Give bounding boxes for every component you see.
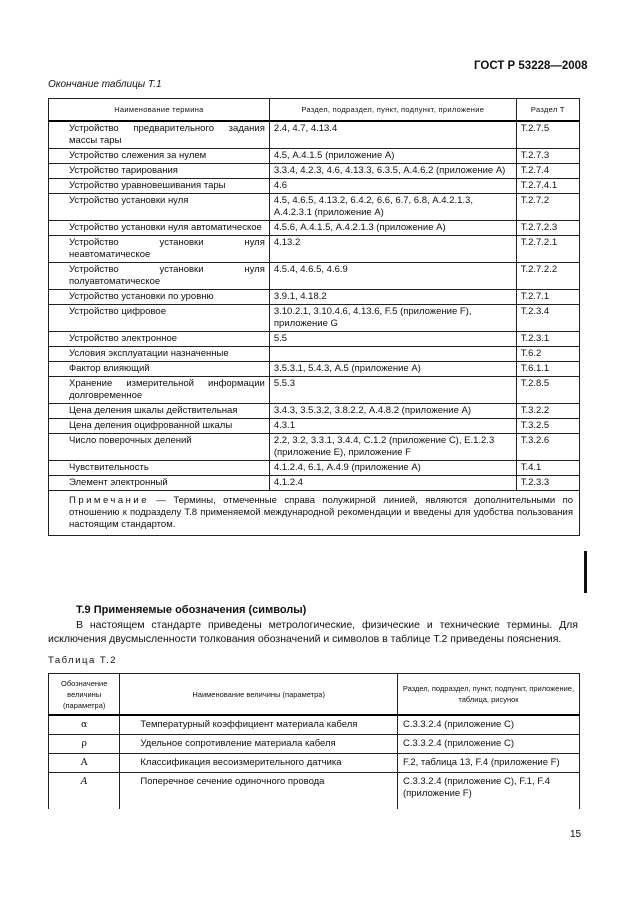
section-cell: 4.6 bbox=[269, 179, 516, 194]
t-section-cell: Т.3.2.6 bbox=[516, 434, 579, 461]
t-section-cell: Т.2.7.2 bbox=[516, 194, 579, 221]
section-cell: 3.9.1, 4.18.2 bbox=[269, 290, 516, 305]
section-paragraph: В настоящем стандарте приведены метрологические, физические и технические термины. Для исключения двусмысленности толкования обозначений и символов в таблице Т.2 приведены пояснения. bbox=[48, 619, 578, 645]
table-row bbox=[49, 476, 580, 491]
table-row bbox=[49, 419, 580, 434]
table-row bbox=[49, 164, 580, 179]
term-cell: Хранение измерительной информации долговременное bbox=[49, 377, 270, 404]
term-cell: Чувствительность bbox=[49, 461, 270, 476]
t-section-cell: Т.2.3.3 bbox=[516, 476, 579, 491]
quantity-name-cell: Температурный коэффициент материала кабеля bbox=[120, 715, 398, 735]
term-cell: Устройство электронное bbox=[49, 332, 270, 347]
section-cell: 4.3.1 bbox=[269, 419, 516, 434]
section-cell: 4.1.2.4, 6.1, А.4.9 (приложение А) bbox=[269, 461, 516, 476]
table-row bbox=[49, 194, 580, 221]
table2-header-name: Наименование величины (параметра) bbox=[120, 674, 398, 716]
table2-header-ref: Раздел, подраздел, пункт, подпункт, приложение, таблица, рисунок bbox=[397, 674, 579, 716]
table-row bbox=[49, 149, 580, 164]
term-cell: Устройство тарирования bbox=[49, 164, 270, 179]
table-row bbox=[49, 332, 580, 347]
table-row bbox=[49, 773, 580, 810]
term-cell: Устройство цифровое bbox=[49, 305, 270, 332]
table1-header-term: Наименование термина bbox=[49, 99, 270, 122]
reference-cell: С.3.3.2.4 (приложение С) bbox=[397, 735, 579, 754]
t-section-cell: Т.2.7.2.3 bbox=[516, 221, 579, 236]
table-row bbox=[49, 347, 580, 362]
quantity-name-cell: Классификация весоизмерительного датчика bbox=[120, 754, 398, 773]
note-label: Примечание bbox=[69, 495, 149, 506]
t-section-cell: Т.6.1.1 bbox=[516, 362, 579, 377]
section-cell: 4.5, А.4.1.5 (приложение А) bbox=[269, 149, 516, 164]
t-section-cell: Т.6.2 bbox=[516, 347, 579, 362]
symbol-cell: α bbox=[49, 715, 120, 735]
t-section-cell: Т.2.7.3 bbox=[516, 149, 579, 164]
term-cell: Устройство слежения за нулем bbox=[49, 149, 270, 164]
section-cell bbox=[269, 347, 516, 362]
table-row bbox=[49, 715, 580, 735]
term-cell: Устройство установки нуля полуавтоматическое bbox=[49, 263, 270, 290]
reference-cell: F.2, таблица 13, F.4 (приложение F) bbox=[397, 754, 579, 773]
table-row bbox=[49, 179, 580, 194]
term-cell: Устройство установки по уровню bbox=[49, 290, 270, 305]
section-cell: 5.5 bbox=[269, 332, 516, 347]
term-cell: Элемент электронный bbox=[49, 476, 270, 491]
t-section-cell: Т.2.3.1 bbox=[516, 332, 579, 347]
section-cell: 2.2, 3.2, 3.3.1, 3.4.4, C.1.2 (приложение С), Е.1.2.3 (приложение Е), приложение F bbox=[269, 434, 516, 461]
t-section-cell: Т.2.7.1 bbox=[516, 290, 579, 305]
table-row bbox=[49, 236, 580, 263]
quantity-name-cell: Удельное сопротивление материала кабеля bbox=[120, 735, 398, 754]
table2-caption: Таблица Т.2 bbox=[48, 655, 118, 666]
term-cell: Устройство установки нуля bbox=[49, 194, 270, 221]
table-row bbox=[49, 377, 580, 404]
section-cell: 4.5.6, А.4.1.5, А.4.2.1.3 (приложение А) bbox=[269, 221, 516, 236]
reference-cell: С.3.3.2.4 (приложение С) bbox=[397, 715, 579, 735]
t-section-cell: Т.3.2.5 bbox=[516, 419, 579, 434]
term-cell: Условия эксплуатации назначенные bbox=[49, 347, 270, 362]
section-cell: 3.10.2.1, 3.10.4.6, 4.13.6, F.5 (приложение F), приложение G bbox=[269, 305, 516, 332]
section-cell: 4.5, 4.6.5, 4.13.2, 6.4.2, 6.6, 6.7, 6.8, А.4.2.1.3, А.4.2.3.1 (приложение А) bbox=[269, 194, 516, 221]
symbol-cell: A bbox=[49, 773, 120, 810]
t-section-cell: Т.4.1 bbox=[516, 461, 579, 476]
terms-table bbox=[48, 98, 580, 536]
t-section-cell: Т.2.8.5 bbox=[516, 377, 579, 404]
section-cell: 3.4.3, 3.5.3.2, 3.8.2.2, А.4.8.2 (приложение А) bbox=[269, 404, 516, 419]
table1-header-section: Раздел, подраздел, пункт, подпункт, приложение bbox=[269, 99, 516, 122]
table-row bbox=[49, 404, 580, 419]
term-cell: Число поверочных делений bbox=[49, 434, 270, 461]
page-number: 15 bbox=[570, 829, 582, 840]
table-row bbox=[49, 263, 580, 290]
section-cell: 3.5.3.1, 5.4.3, А.5 (приложение А) bbox=[269, 362, 516, 377]
table-row bbox=[49, 754, 580, 773]
table1-header-t: Раздел Т bbox=[516, 99, 579, 122]
table-row bbox=[49, 362, 580, 377]
t-section-cell: Т.2.7.2.1 bbox=[516, 236, 579, 263]
t-section-cell: Т.2.7.4.1 bbox=[516, 179, 579, 194]
table-row bbox=[49, 434, 580, 461]
table2-header-symbol: Обозначение величины (параметра) bbox=[49, 674, 120, 716]
symbol-cell: ρ bbox=[49, 735, 120, 754]
table-note-row bbox=[49, 491, 580, 536]
table-row bbox=[49, 305, 580, 332]
section-cell: 5.5.3 bbox=[269, 377, 516, 404]
section-cell: 2.4, 4.7, 4.13.4 bbox=[269, 121, 516, 149]
section-cell: 4.5.4, 4.6.5, 4.6.9 bbox=[269, 263, 516, 290]
section-cell: 3.3.4, 4.2.3, 4.6, 4.13.3, 6.3.5, А.4.6.2 (приложение А) bbox=[269, 164, 516, 179]
t-section-cell: Т.2.7.4 bbox=[516, 164, 579, 179]
table-note bbox=[49, 491, 580, 536]
bold-margin-line bbox=[584, 551, 587, 593]
table-row bbox=[49, 290, 580, 305]
table-row bbox=[49, 221, 580, 236]
t-section-cell: Т.2.7.5 bbox=[516, 121, 579, 149]
reference-cell: С.3.3.2.4 (приложение С), F.1, F.4 (приложение F) bbox=[397, 773, 579, 810]
term-cell: Устройство установки нуля автоматическое bbox=[49, 221, 270, 236]
term-cell: Фактор влияющий bbox=[49, 362, 270, 377]
table-row bbox=[49, 461, 580, 476]
symbol-cell: A bbox=[49, 754, 120, 773]
symbols-table bbox=[48, 673, 580, 809]
term-cell: Устройство установки нуля неавтоматическое bbox=[49, 236, 270, 263]
t-section-cell: Т.2.7.2.2 bbox=[516, 263, 579, 290]
note-text: — Термины, отмеченные справа полужирной линией, являются дополнительными по отношению к подразделу Т.8 применяемой международной рекомендации и введены для удобства пользования настоящим стандартом. bbox=[69, 495, 574, 530]
quantity-name-cell: Поперечное сечение одиночного провода bbox=[120, 773, 398, 810]
t-section-cell: Т.2.3.4 bbox=[516, 305, 579, 332]
table1-caption: Окончание таблицы Т.1 bbox=[48, 79, 162, 90]
t-section-cell: Т.3.2.2 bbox=[516, 404, 579, 419]
term-cell: Устройство предварительного задания массы тары bbox=[49, 121, 270, 149]
standard-header: ГОСТ Р 53228—2008 bbox=[474, 60, 588, 72]
term-cell: Цена деления шкалы действительная bbox=[49, 404, 270, 419]
term-cell: Цена деления оцифрованной шкалы bbox=[49, 419, 270, 434]
section-cell: 4.13.2 bbox=[269, 236, 516, 263]
table-row bbox=[49, 121, 580, 149]
section-title: Т.9 Применяемые обозначения (символы) bbox=[76, 604, 307, 616]
table-row bbox=[49, 735, 580, 754]
section-cell: 4.1.2.4 bbox=[269, 476, 516, 491]
term-cell: Устройство уравновешивания тары bbox=[49, 179, 270, 194]
